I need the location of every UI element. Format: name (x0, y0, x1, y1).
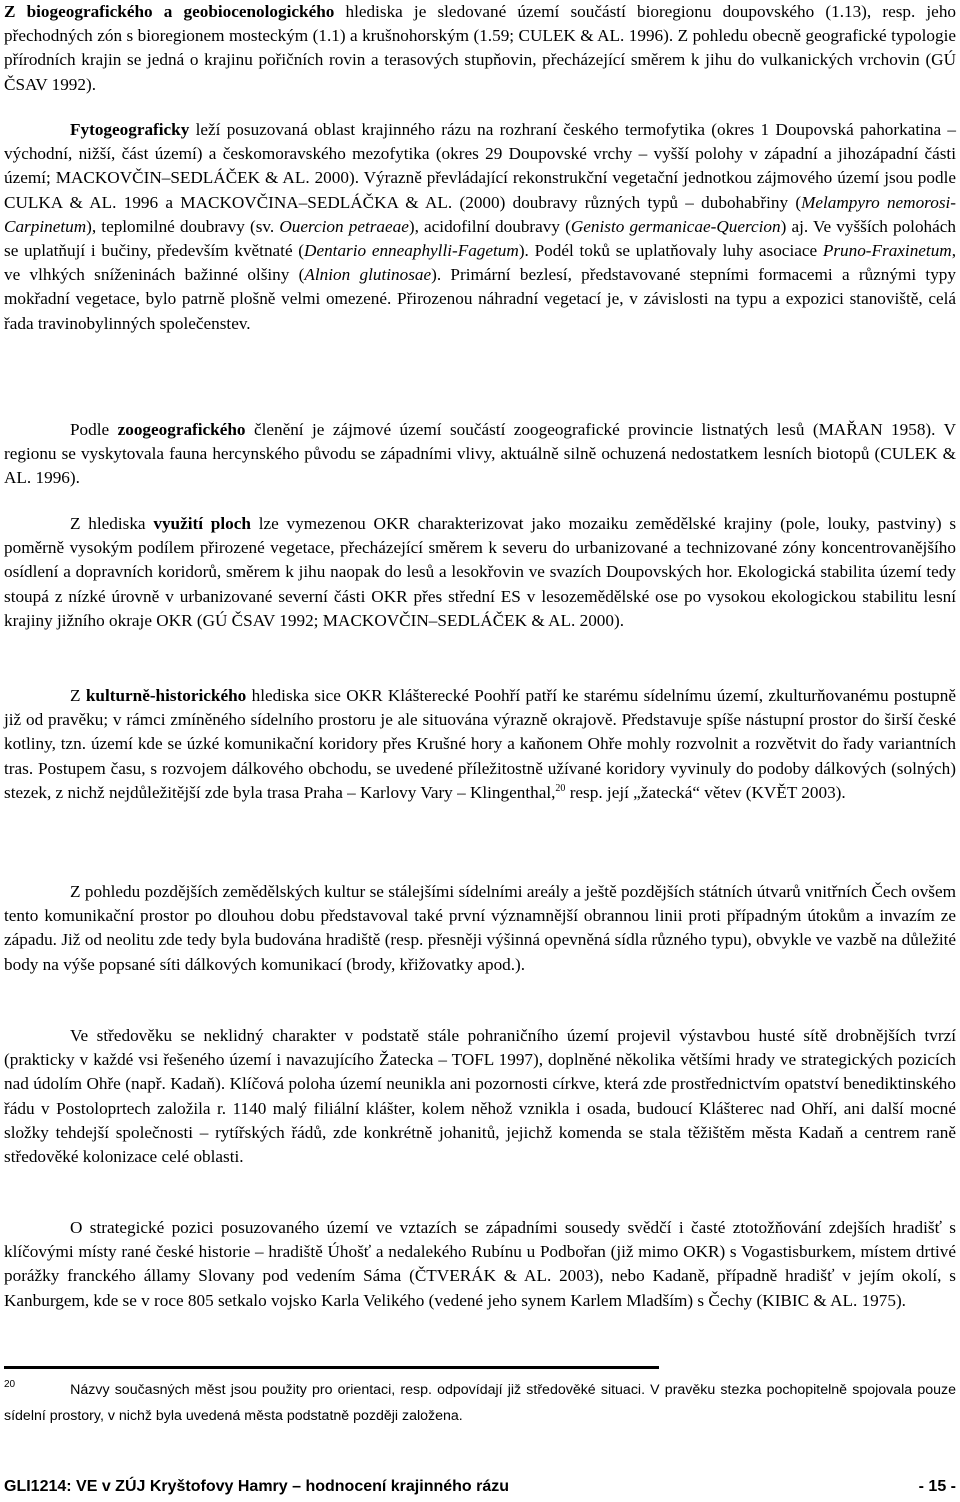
bold-term: zoogeografického (117, 420, 246, 439)
text-run: hlediska sice OKR Klášterecké Poohří patří ke starému sídelnímu území, zkulturňovanému postupně již od pravěku; v rámci zmíněného sídelního prostoru je ale situována výrazně okrajově. Představuje spíše nástupní prostor do širší české kotliny, tzn. území kde se úzké komunikační koridory přes Krušné hory a kaňonem Ohře mohly rozvolnit a rozvětvit do řady variantních tras. Postupem času, s rozvojem dálkového obchodu, se uvedené příležitostně užívané koridory vyvinuly do podoby dálkových (solných) stezek, z nichž nejdůležitější zde byla trasa Praha – Karlovy Vary – Klingenthal, (4, 686, 956, 802)
paragraph (4, 512, 956, 633)
text-run: Z (70, 686, 86, 705)
text-run: ), teplomilné doubravy (sv. (86, 216, 280, 236)
paragraph (4, 1216, 956, 1313)
latin-name: Ouercion petraeae (279, 216, 409, 236)
footnote-number: 20 (4, 1379, 16, 1390)
text-run: resp. její „žatecká“ větev (KVĚT 2003). (565, 782, 846, 802)
bold-term: Fytogeograficky (70, 120, 190, 139)
text-run: leží posuzovaná oblast krajinného rázu na rozhraní českého termofytika (okres 1 Doupovská pahorkatina – východní, nižší, část území) a českomoravského mezofytika (okres 29 Doupovské vrchy – vyšší polohy v západní a jihozápadní části území; MACKOVČIN–SEDLÁČEK & AL. 2000). Výrazně převládající rekonstrukční vegetační jednotkou zájmového území jsou podle CULKA & AL. 1996 a MACKOVČINA–SEDLÁČKA & AL. (2000) doubravy různých typů – dubohabřiny ( (4, 120, 956, 212)
paragraph (4, 118, 956, 336)
latin-name: Dentario enneaphylli-Fagetum (304, 241, 519, 261)
text-run: , ve vlhkých sníženinách bažinné olšiny ( (4, 241, 957, 285)
latin-name: Genisto germanicae-Quercion (570, 216, 781, 236)
text-run: O strategické pozici posuzovaného území ve vztazích se západními sousedy svědčí i časté ztotožňování zdejších hradišť s klíčovými místy rané české historie – hradiště Úhošť a nedalekého Rubínu u Podbořan (již mimo OKR) s Vogastisburkem, místem drtivé porážky franckého államy Slovany pod vedením Sáma (ČTVERÁK & AL. 2003), nebo Kadaně, případně hradišť v jejím okolí, s Kanburgem, kde se v roce 805 setkalo vojsko Karla Velikého (vedené jeho synem Karlem Mladším) s Čechy (KIBIC & AL. 1975). (4, 1218, 956, 1310)
paragraph (4, 1024, 956, 1169)
latin-name: Alnion glutinosae (304, 265, 432, 285)
text-run: ). Podél toků se uplatňovaly luhy asociace (518, 241, 823, 261)
text-run: ), acidofilní doubravy ( (408, 216, 571, 236)
footnote-separator (4, 1366, 659, 1369)
footnote-reference: 20 (555, 782, 566, 794)
footnote (4, 1378, 956, 1428)
text-run: Ve středověku se neklidný charakter v podstatě stále pohraničního území projevil výstavbou husté sítě drobnějších tvrzí (prakticky v každé vsi řešeného území i navazujícího Žatecka – TOFL 1997), doplněné několika většími hrady ve strategických pozicích nad údolím Ohře (např. Kadaň). Klíčová poloha území neunikla ani pozornosti církve, která zde prostřednictvím opatství benediktinského řádu v Postoloprtech založila r. 1140 malý filiální klášter, kolem něhož vznikla i osada, budoucí Klášterec nad Ohří, ani další mocné složky tehdejší společnosti – rytířských řádů, zde konkrétně johanitů, jejichž komenda se stala těžištěm města Kadaň a centrem raně středověké kolonizace celé oblasti. (4, 1026, 956, 1167)
text-run: ). Primární bezlesí, představované stepními formacemi a různými typy mokřadní vegetace, bylo patrně plošně velmi omezené. Přirozenou náhradní vegetací je, v závislosti na typu a expozici stanoviště, celá řada travinobylinných společenstev. (4, 265, 956, 333)
paragraph (4, 880, 956, 977)
text-run: hlediska je sledované území součástí bioregionu doupovského (1.13), resp. jeho přechodných zón s bioregionem mosteckým (1.1) a krušnohorským (1.59; CULEK & AL. 1996). Z pohledu obecně geografické typologie přírodních krajin se jedná o krajinu pořičních rovin a terasových stupňovin, přecházející směrem k jihu do vulkanických vrchovin (GÚ ČSAV 1992). (4, 2, 957, 94)
latin-name: Pruno-Fraxinetum (822, 241, 952, 261)
latin-name: Melampyro nemorosi-Carpinetum (4, 192, 957, 236)
text-run: Podle (70, 420, 118, 439)
footnote-text: Názvy současných měst jsou použity pro orientaci, resp. odpovídají již středověké situaci. V pravěku stezka pochopitelně spojovala pouze sídelní prostory, v nichž byla uvedená města podstatně později založena. (4, 1382, 956, 1424)
text-run: členění je zájmové území součástí zoogeografické provincie listnatých lesů (MAŘAN 1958). V regionu se vyskytovala fauna hercynského původu se západními vlivy, aktuálně silně ochuzená nedostatkem lesních biotopů (CULEK & AL. 1996). (4, 420, 956, 488)
text-run: Z pohledu pozdějších zemědělských kultur se stálejšími sídelními areály a ještě pozdějších státních útvarů vnitřních Čech ovšem tento komunikační prostor po dlouhou dobu představoval také první významnější obrannou linii proti případným útokům a invazím ze západu. Již od neolitu zde tedy byla budována hradiště (resp. přesněji výšinná opevněná sídla různého typu), obvykle ve vazbě na důležité body na výše popsané síti dálkových komunikací (brody, křižovatky apod.). (4, 882, 956, 974)
paragraph (4, 0, 956, 97)
page-number: - 15 - (918, 1478, 956, 1495)
text-run: Z hlediska (70, 514, 154, 533)
bold-term: Z biogeografického a geobiocenologického (4, 2, 335, 21)
running-footer-title: GLI1214: VE v ZÚJ Kryštofovy Hamry – hodnocení krajinného rázu (4, 1478, 510, 1495)
paragraph (4, 684, 956, 808)
bold-term: kulturně-historického (85, 686, 247, 705)
paragraph (4, 418, 956, 491)
text-run: lze vymezenou OKR charakterizovat jako mozaiku zemědělské krajiny (pole, louky, pastviny) s poměrně vysokým podílem přirozené vegetace, přecházející směrem k severu do urbanizované a technizované zóny koncentrovanějšího osídlení a dopravních koridorů, směrem k jihu naopak do lesů a lesokřovin ve svazích Doupovských hor. Ekologická stabilita území tedy stoupá z nízké úrovně v urbanizované severní části OKR přes střední ES v lesozemědělské ose po vysokou ekologickou stabilitu lesní krajiny jižního okraje OKR (GÚ ČSAV 1992; MACKOVČIN–SEDLÁČEK & AL. 2000). (4, 514, 957, 630)
bold-term: využití ploch (153, 514, 251, 533)
running-footer (4, 1478, 956, 1496)
text-run: ) aj. Ve vyšších polohách se uplatňují i bučiny, především květnaté ( (4, 216, 956, 261)
